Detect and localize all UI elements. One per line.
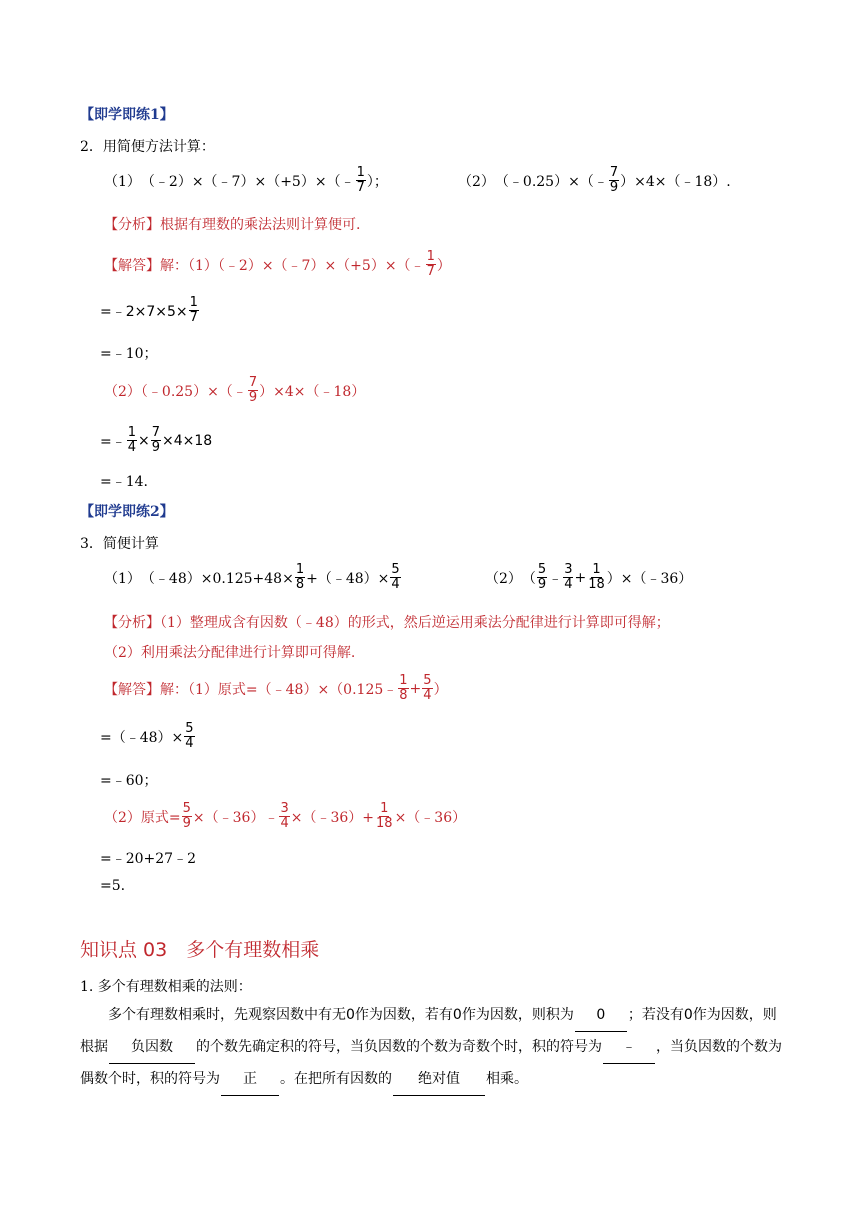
fraction-denominator: 4 (280, 816, 289, 831)
blank-minus: ﹣ (603, 1032, 655, 1064)
practice2-question: 3．简便计算 (80, 536, 159, 552)
practice1-analysis: 【分析】根据有理数的乘法法则计算便可. (104, 217, 361, 233)
fraction-numerator: 7 (151, 425, 161, 440)
fraction-numerator: 1 (189, 295, 198, 310)
fraction-denominator: 18 (588, 577, 605, 592)
q1-expr: （﹣2）×（﹣7）×（+5）×（﹣ (140, 173, 355, 190)
fraction-denominator: 4 (185, 736, 194, 751)
rule-text: ；若没有 (627, 1007, 684, 1023)
fraction (248, 376, 258, 405)
fraction-numerator: 7 (248, 375, 258, 390)
rule-title: 1. 多个有理数相乘的法则： (80, 979, 252, 995)
answer-end: ） (433, 681, 448, 698)
fraction (375, 802, 394, 831)
fraction-denominator: 9 (151, 440, 161, 455)
q2-label: （2） (485, 570, 522, 587)
fraction-numerator: 5 (423, 673, 432, 688)
step-text: ×4×18 (162, 432, 213, 449)
step-text: =﹣ (100, 433, 126, 450)
fraction-denominator: 4 (127, 440, 137, 455)
fraction-numerator: 5 (185, 721, 194, 736)
q2-expr: （﹣0.25）×（﹣ (494, 173, 608, 190)
q2-label: （2） (458, 173, 495, 190)
q2-text: （ (521, 570, 536, 587)
part2-end: ）×4×（﹣18） (259, 383, 366, 400)
fraction (537, 563, 547, 592)
fraction (279, 802, 289, 831)
fraction-denominator: 8 (295, 577, 305, 592)
practice1-answer-head (104, 250, 451, 279)
fraction-denominator: 7 (189, 310, 198, 325)
part2-text: ×（﹣36）﹣ (192, 809, 279, 826)
practice2-step3: =﹣20+27﹣2 (100, 851, 196, 867)
fraction-denominator: 4 (391, 577, 400, 592)
part2-end: ×（﹣36） (394, 809, 467, 826)
fraction-numerator: 1 (295, 562, 305, 577)
rule-text: 0 (683, 1007, 693, 1023)
answer-text: 【解答】解：（1）原式=（﹣48）×（0.125﹣ (104, 681, 398, 698)
rule-text: 0 (346, 1007, 355, 1023)
practice2-q2 (485, 563, 692, 592)
practice1-q1 (104, 166, 388, 195)
fraction-numerator: 5 (391, 562, 400, 577)
blank-absolute-value: 绝对值 (393, 1064, 485, 1096)
rule-text: 。在把所有因数的 (280, 1071, 392, 1087)
practice2-q1 (104, 563, 402, 592)
q2-end: ）×4×（﹣18）. (620, 173, 731, 190)
fraction-numerator: 5 (537, 562, 547, 577)
fraction (295, 563, 305, 592)
fraction-denominator: 9 (248, 390, 258, 405)
step-text: =﹣2×7×5× (100, 303, 188, 320)
practice2-step4: =5. (100, 878, 126, 894)
practice1-part2 (104, 376, 365, 405)
fraction (182, 802, 192, 831)
fraction-numerator: 1 (426, 249, 435, 264)
fraction-denominator: 7 (356, 180, 365, 195)
fraction (390, 563, 400, 592)
practice2-analysis1: 【分析】（1）整理成含有因数（﹣48）的形式，然后逆运用乘法分配律进行计算即可得解； (104, 615, 670, 631)
fraction-numerator: 3 (564, 562, 573, 577)
fraction (422, 674, 432, 703)
rule-text: 作为因数，则根据 (80, 1007, 777, 1055)
q2-text: ﹣ (548, 570, 563, 587)
q2-end: ）×（﹣36） (606, 570, 693, 587)
rule-text: ，当负因数的个数为偶数个时，积的符号为 (80, 1039, 782, 1087)
q1-label: （1） (104, 173, 141, 190)
fraction-denominator: 9 (537, 577, 547, 592)
fraction (587, 563, 606, 592)
fraction (127, 426, 137, 455)
fraction-denominator: 8 (399, 688, 408, 703)
blank-zero: 0 (575, 1000, 627, 1032)
q1-label: （1） (104, 570, 141, 587)
practice1-step1 (100, 296, 200, 325)
answer-text: + (409, 680, 422, 697)
practice1-step2: =﹣10； (100, 346, 158, 362)
fraction (184, 722, 194, 751)
answer-end: ） (436, 257, 451, 274)
fraction-denominator: 4 (423, 688, 432, 703)
q1-text: +（﹣48）× (306, 570, 390, 587)
practice1-question: 2．用简便方法计算： (80, 139, 215, 155)
fraction-denominator: 4 (564, 577, 573, 592)
q1-end: ）； (366, 173, 388, 190)
practice2-analysis2: （2）利用乘法分配律进行计算即可得解. (104, 645, 356, 661)
practice2-answer (104, 674, 448, 703)
q1-text: （﹣48）×0.125+48× (140, 570, 294, 587)
rule-text: 的个数先确定积的符号，当负因数的个数为奇数个时，积的符号为 (196, 1039, 602, 1055)
part2-text: （2）（﹣0.25）×（﹣ (104, 383, 247, 400)
fraction (356, 166, 366, 195)
rule-text: 作为因数，若有 (354, 1007, 453, 1023)
rule-text: 多个有理数相乘时，先观察因数中有无 (80, 1007, 346, 1023)
fraction-numerator: 1 (127, 425, 137, 440)
part2-text: （2）原式= (104, 809, 181, 826)
fraction-numerator: 1 (592, 562, 601, 577)
fraction (189, 296, 199, 325)
step-text: × (138, 432, 150, 449)
practice1-step4: =﹣14. (100, 474, 148, 490)
practice2-part2 (104, 802, 466, 831)
part2-text: ×（﹣36）+ (290, 809, 375, 826)
fraction (609, 166, 619, 195)
fraction (151, 426, 161, 455)
rule-text: 0 (452, 1007, 462, 1023)
fraction-denominator: 9 (182, 816, 191, 831)
fraction-numerator: 5 (182, 801, 191, 816)
fraction-denominator: 9 (609, 180, 619, 195)
step-text: =（﹣48）× (100, 729, 184, 746)
fraction-numerator: 7 (609, 165, 619, 180)
practice1-step3 (100, 426, 212, 455)
fraction (563, 563, 573, 592)
rule-text: 相乘。 (486, 1071, 528, 1087)
rule-text: 作为因数，则积为 (461, 1007, 574, 1023)
fraction-numerator: 3 (280, 801, 289, 816)
fraction-numerator: 1 (380, 801, 389, 816)
fraction (426, 250, 436, 279)
fraction (398, 674, 408, 703)
blank-positive: 正 (221, 1064, 279, 1096)
answer-text: 【解答】解：（1）（﹣2）×（﹣7）×（+5）×（﹣ (104, 257, 425, 274)
q2-text: + (574, 569, 587, 586)
practice2-header: 【即学即练2】 (80, 504, 174, 520)
fraction-denominator: 7 (426, 264, 435, 279)
blank-negative-factor: 负因数 (109, 1032, 195, 1064)
practice1-header: 【即学即练1】 (80, 107, 174, 123)
rule-paragraph (80, 1000, 790, 1096)
practice2-step1 (100, 722, 196, 751)
fraction-numerator: 1 (356, 165, 365, 180)
fraction-numerator: 1 (399, 673, 408, 688)
knowledge-title: 知识点 03 多个有理数相乘 (80, 939, 320, 961)
fraction-denominator: 18 (376, 816, 393, 831)
practice1-q2 (458, 166, 731, 195)
practice2-step2: =﹣60； (100, 773, 158, 789)
